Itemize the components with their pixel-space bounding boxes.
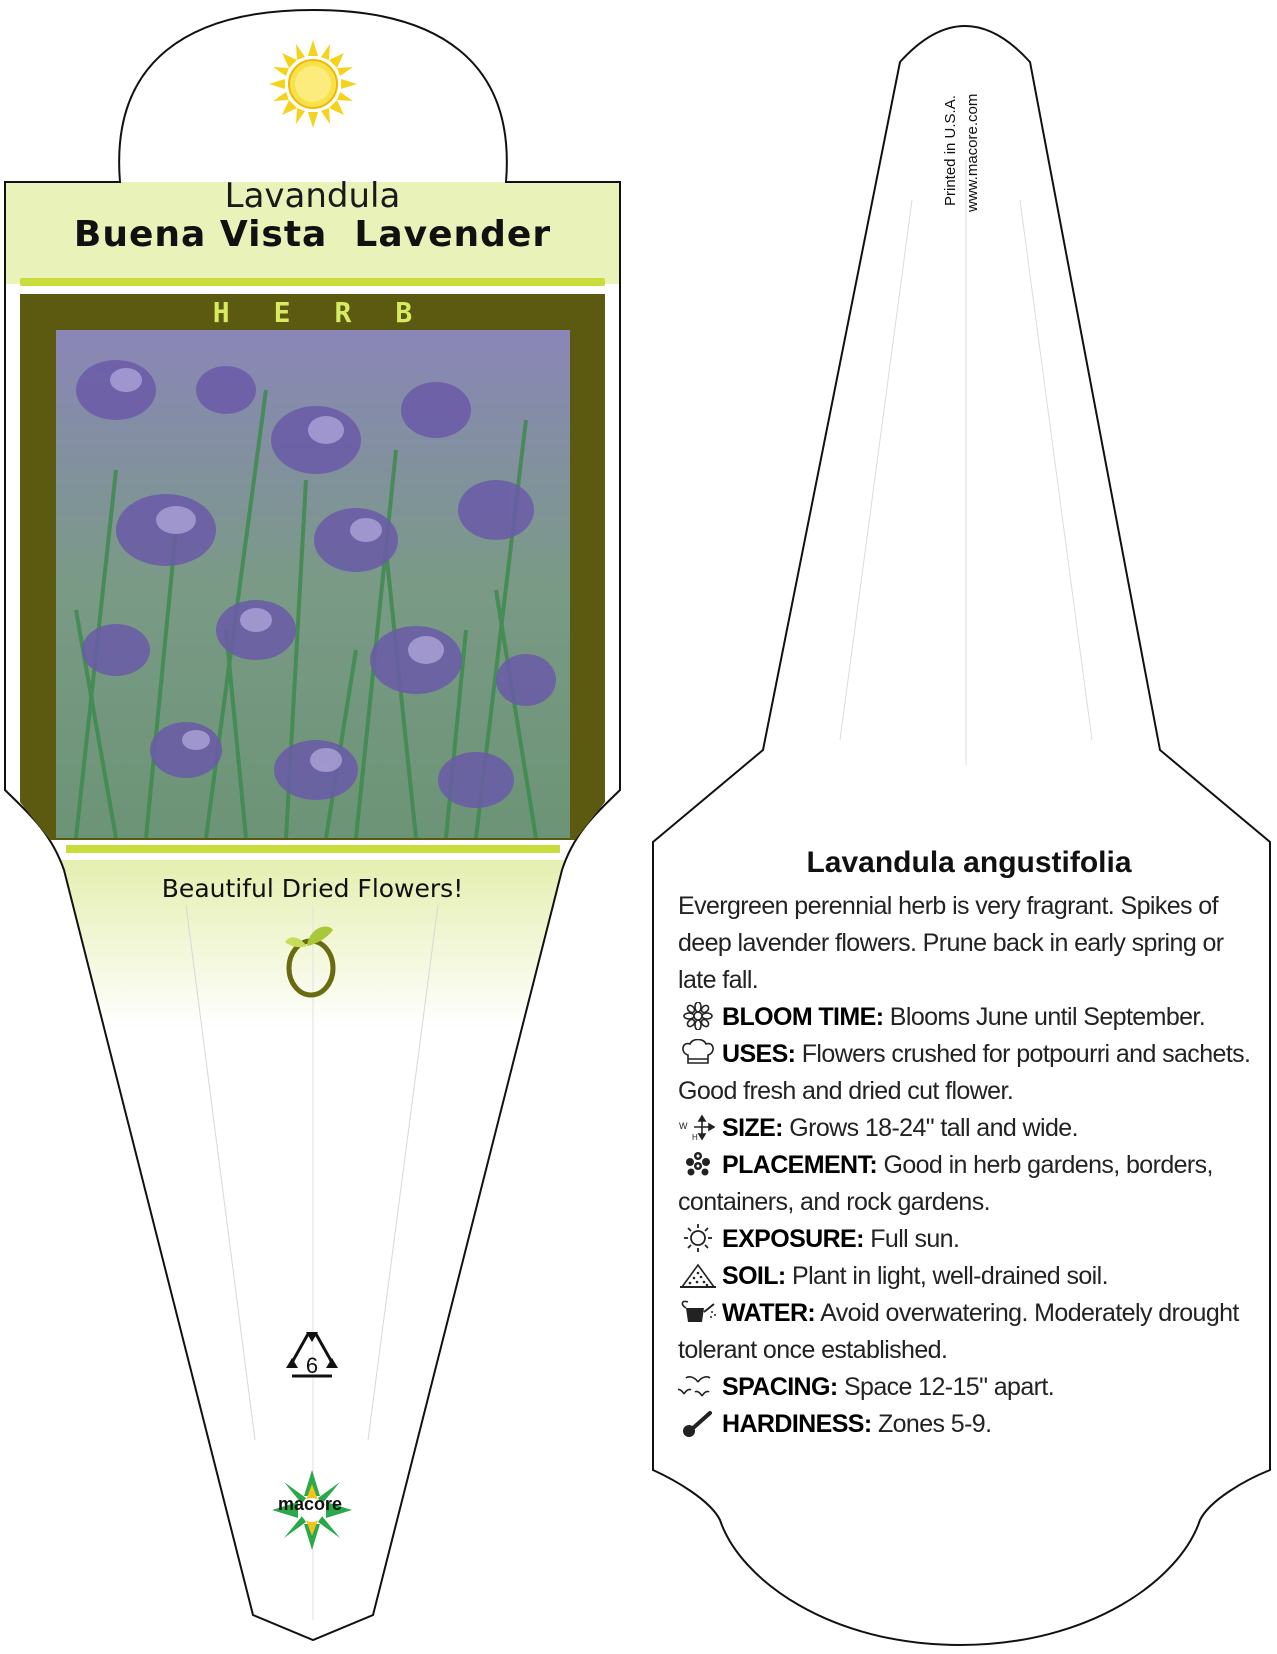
- scientific-name: Lavandula angustifolia: [806, 846, 1132, 879]
- soil-icon: [678, 1261, 718, 1289]
- recycle-number: 6: [305, 1353, 319, 1378]
- attr-exposure: EXPOSURE: Full sun.: [678, 1221, 1260, 1258]
- printed-in: Printed in U.S.A.: [942, 95, 959, 206]
- sun-icon: [678, 1224, 718, 1252]
- sun-icon: [269, 40, 357, 128]
- description: Evergreen perennial herb is very fragrant. Spikes of deep lavender flowers. Prune back in early spring or late fall.: [678, 892, 1224, 994]
- genus-name: Lavandula: [224, 176, 401, 216]
- attr-water: WATER: Avoid overwatering. Moderately drought tolerant once established.: [678, 1299, 1239, 1364]
- thermometer-icon: [678, 1409, 718, 1437]
- brand-name: macore: [277, 1494, 343, 1514]
- plant-photo: [56, 330, 570, 838]
- svg-text:H: H: [692, 1133, 698, 1141]
- category-label: HERB: [212, 296, 457, 329]
- attr-uses: USES: Flowers crushed for potpourri and sachets. Good fresh and dried cut flower.: [678, 1040, 1251, 1105]
- attr-size: W H SIZE: Grows 18-24" tall and wide.: [679, 1114, 1078, 1142]
- website: www.macore.com: [964, 93, 981, 212]
- svg-text:W: W: [679, 1121, 687, 1131]
- spacing-icon: [678, 1372, 718, 1400]
- flower-cluster-icon: [678, 1150, 718, 1178]
- common-name: Buena Vista Lavender: [73, 214, 552, 255]
- flower-icon: [678, 1002, 718, 1030]
- attr-soil: SOIL: Plant in light, well-drained soil.: [678, 1258, 1260, 1295]
- care-info-panel: [678, 846, 1260, 1443]
- attr-placement: PLACEMENT: Good in herb gardens, borders, containers, and rock gardens.: [678, 1151, 1213, 1216]
- size-arrows-icon: [678, 1113, 718, 1141]
- attr-hardiness: HARDINESS: Zones 5-9.: [678, 1406, 1260, 1443]
- attr-spacing: SPACING: Space 12-15" apart.: [678, 1369, 1260, 1406]
- chef-hat-icon: [678, 1039, 718, 1067]
- tagline: Beautiful Dried Flowers!: [161, 874, 464, 903]
- attr-bloom-time: BLOOM TIME: Blooms June until September.: [678, 999, 1260, 1036]
- watering-can-icon: [678, 1298, 718, 1326]
